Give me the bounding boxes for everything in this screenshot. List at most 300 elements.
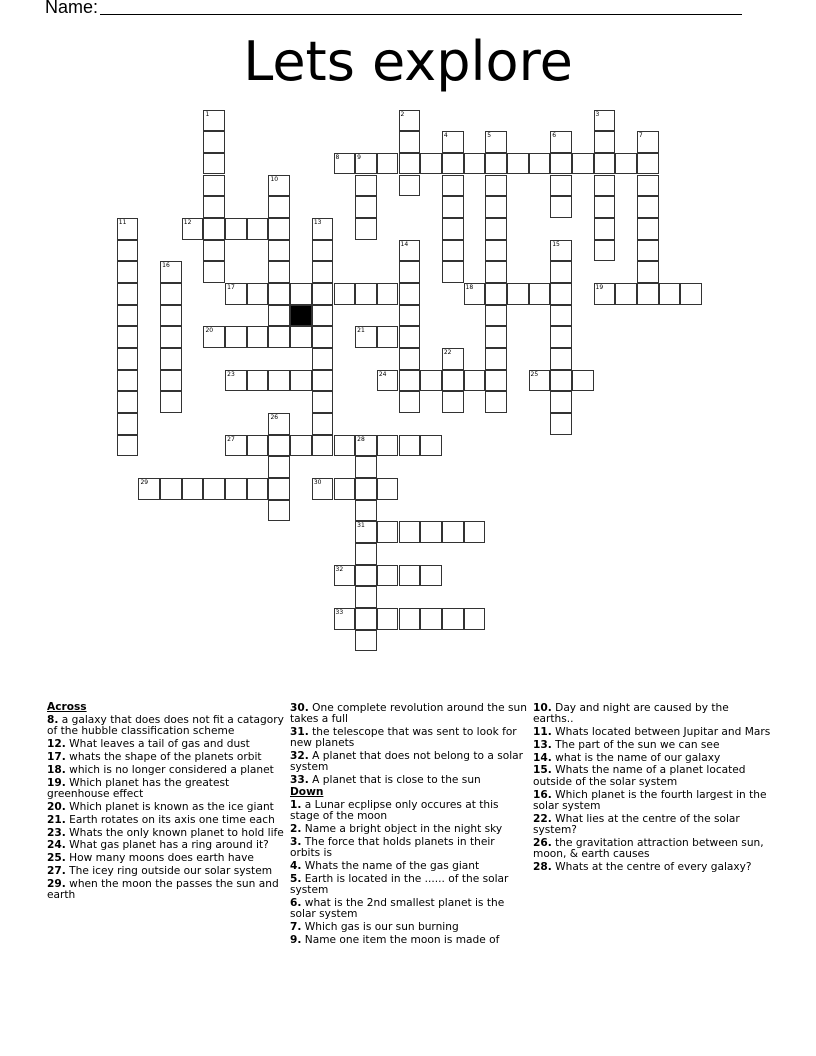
grid-cell[interactable] (377, 521, 399, 543)
grid-cell[interactable] (659, 283, 681, 305)
grid-cell[interactable] (442, 348, 464, 370)
grid-cell[interactable] (182, 478, 204, 500)
grid-cell[interactable] (355, 608, 377, 630)
clue-number: 31. (290, 725, 309, 738)
clue-text: Earth rotates on its axis one time each (69, 813, 275, 826)
clues-column-2 (290, 701, 528, 946)
grid-cell[interactable] (268, 456, 290, 478)
grid-cell[interactable] (355, 565, 377, 587)
cell-number: 29 (140, 478, 149, 486)
grid-cell[interactable] (485, 305, 507, 327)
cell-number: 4 (443, 132, 448, 140)
grid-cell[interactable] (594, 240, 616, 262)
grid-cell[interactable] (268, 240, 290, 262)
grid-cell[interactable] (117, 240, 139, 262)
grid-cell[interactable] (464, 153, 486, 175)
grid-cell[interactable] (268, 175, 290, 197)
grid-cell[interactable] (594, 131, 616, 153)
grid-cell[interactable] (464, 370, 486, 392)
clue-text: which is no longer considered a planet (69, 763, 274, 776)
grid-cell[interactable] (268, 283, 290, 305)
grid-cell[interactable] (550, 240, 572, 262)
grid-cell[interactable] (399, 261, 421, 283)
grid-cell[interactable] (377, 608, 399, 630)
clue-across (47, 840, 285, 851)
clue-down (290, 898, 528, 920)
grid-cell[interactable] (225, 283, 247, 305)
clue-text: Whats the name of a planet located outside of the solar system (533, 764, 746, 788)
clue-number: 26. (533, 836, 552, 849)
grid-cell[interactable] (355, 543, 377, 565)
grid-cell[interactable] (594, 153, 616, 175)
clue-text: The part of the sun we can see (555, 738, 720, 751)
grid-cell[interactable] (637, 283, 659, 305)
grid-cell[interactable] (377, 283, 399, 305)
grid-cell[interactable] (637, 261, 659, 283)
grid-cell[interactable] (117, 283, 139, 305)
clue-text: Which gas is our sun burning (304, 921, 459, 934)
clue-text: How many moons does earth have (69, 852, 254, 865)
grid-cell[interactable] (225, 478, 247, 500)
grid-cell[interactable] (507, 283, 529, 305)
grid-cell[interactable] (485, 218, 507, 240)
cell-number: 30 (313, 478, 322, 486)
grid-cell[interactable] (377, 478, 399, 500)
clue-across (47, 879, 285, 901)
clue-number: 16. (533, 788, 552, 801)
cell-number: 21 (357, 327, 365, 335)
clue-text: A planet that does not belong to a solar system (290, 749, 524, 774)
grid-cell[interactable] (203, 110, 225, 132)
clue-down (290, 837, 528, 859)
grid-cell[interactable] (268, 196, 290, 218)
grid-cell[interactable] (485, 153, 507, 175)
grid-cell[interactable] (420, 565, 442, 587)
grid-cell[interactable] (399, 240, 421, 262)
clue-across (290, 751, 528, 773)
clue-across (47, 853, 285, 864)
grid-cell[interactable] (420, 608, 442, 630)
clue-number: 22. (533, 812, 552, 825)
grid-cell[interactable] (117, 218, 139, 240)
grid-cell[interactable] (637, 131, 659, 153)
clue-down (533, 862, 771, 873)
clue-text: Whats the name of the gas giant (304, 860, 480, 873)
grid-cell[interactable] (485, 326, 507, 348)
grid-cell[interactable] (399, 391, 421, 413)
clue-number: 13. (533, 738, 552, 751)
clue-text: a Lunar ecplipse only occures at this stage of the moon (290, 799, 499, 823)
clue-down (290, 861, 528, 872)
grid-cell[interactable] (355, 175, 377, 197)
grid-cell[interactable] (550, 261, 572, 283)
grid-cell[interactable] (247, 435, 269, 457)
grid-cell[interactable] (355, 218, 377, 240)
grid-cell[interactable] (203, 153, 225, 175)
name-label: Name: (45, 0, 99, 17)
grid-cell[interactable] (420, 521, 442, 543)
grid-cell[interactable] (203, 131, 225, 153)
black-cell (290, 305, 312, 327)
grid-cell[interactable] (442, 153, 464, 175)
clue-across (47, 715, 285, 737)
grid-cell[interactable] (550, 131, 572, 153)
grid-cell[interactable] (268, 261, 290, 283)
grid-cell[interactable] (355, 435, 377, 457)
clue-text: Which planet has the greatest greenhouse effect (47, 776, 230, 800)
grid-cell[interactable] (594, 283, 616, 305)
grid-cell[interactable] (485, 131, 507, 153)
grid-cell[interactable] (203, 261, 225, 283)
grid-cell[interactable] (550, 326, 572, 348)
grid-cell[interactable] (594, 110, 616, 132)
grid-cell[interactable] (442, 240, 464, 262)
grid-cell[interactable] (117, 326, 139, 348)
grid-cell[interactable] (399, 565, 421, 587)
grid-cell[interactable] (420, 153, 442, 175)
clue-number: 6. (290, 897, 302, 910)
grid-cell[interactable] (290, 326, 312, 348)
grid-cell[interactable] (399, 175, 421, 197)
clue-across (290, 727, 528, 749)
grid-cell[interactable] (117, 370, 139, 392)
grid-cell[interactable] (442, 131, 464, 153)
grid-cell[interactable] (420, 370, 442, 392)
grid-cell[interactable] (312, 370, 334, 392)
grid-cell[interactable] (442, 608, 464, 630)
grid-cell[interactable] (312, 413, 334, 435)
grid-cell[interactable] (203, 240, 225, 262)
cell-number: 25 (530, 370, 539, 378)
grid-cell[interactable] (160, 478, 182, 500)
cell-number: 14 (400, 240, 409, 248)
grid-cell[interactable] (507, 153, 529, 175)
grid-cell[interactable] (377, 370, 399, 392)
grid-cell[interactable] (160, 370, 182, 392)
clue-number: 9. (290, 934, 302, 947)
cell-number: 11 (118, 218, 127, 226)
grid-cell[interactable] (442, 521, 464, 543)
grid-cell[interactable] (464, 283, 486, 305)
clue-number: 32. (290, 749, 309, 762)
grid-cell[interactable] (529, 283, 551, 305)
grid-cell[interactable] (312, 218, 334, 240)
clue-across (47, 815, 285, 826)
grid-cell[interactable] (355, 283, 377, 305)
clue-number: 27. (47, 865, 66, 878)
grid-cell[interactable] (355, 196, 377, 218)
grid-cell[interactable] (485, 261, 507, 283)
cell-number: 16 (162, 262, 170, 270)
clue-number: 29. (47, 878, 66, 891)
grid-cell[interactable] (550, 175, 572, 197)
grid-cell[interactable] (377, 326, 399, 348)
clue-text: the telescope that was sent to look for new planets (290, 725, 517, 749)
grid-cell[interactable] (550, 153, 572, 175)
grid-cell[interactable] (550, 370, 572, 392)
cell-number: 27 (227, 435, 235, 443)
clue-down (533, 838, 771, 860)
grid-cell[interactable] (312, 240, 334, 262)
clue-number: 25. (47, 852, 66, 865)
grid-cell[interactable] (529, 370, 551, 392)
grid-cell[interactable] (268, 478, 290, 500)
grid-cell[interactable] (247, 478, 269, 500)
grid-cell[interactable] (160, 391, 182, 413)
clue-down (533, 727, 771, 738)
grid-cell[interactable] (117, 391, 139, 413)
grid-cell[interactable] (312, 261, 334, 283)
cell-number: 15 (552, 240, 560, 248)
clue-text: Which planet is the fourth largest in the solar system (533, 788, 767, 812)
grid-cell[interactable] (637, 240, 659, 262)
clue-across (47, 828, 285, 839)
clue-text: What gas planet has a ring around it? (69, 839, 269, 852)
clue-text: The force that holds planets in their orbits is (290, 836, 495, 860)
clue-number: 12. (47, 737, 66, 750)
grid-cell[interactable] (268, 370, 290, 392)
grid-cell[interactable] (355, 153, 377, 175)
clue-number: 4. (290, 860, 302, 873)
cell-number: 10 (270, 175, 279, 183)
grid-cell[interactable] (203, 218, 225, 240)
clue-down (290, 935, 528, 946)
grid-cell[interactable] (290, 283, 312, 305)
grid-cell[interactable] (312, 305, 334, 327)
grid-cell[interactable] (355, 630, 377, 652)
grid-cell[interactable] (268, 218, 290, 240)
grid-cell[interactable] (334, 435, 356, 457)
grid-cell[interactable] (442, 218, 464, 240)
grid-cell[interactable] (615, 283, 637, 305)
grid-cell[interactable] (312, 478, 334, 500)
clue-text: the gravitation attraction between sun, moon, & earth causes (533, 836, 764, 860)
grid-cell[interactable] (117, 261, 139, 283)
grid-cell[interactable] (399, 110, 421, 132)
grid-cell[interactable] (550, 413, 572, 435)
grid-cell[interactable] (399, 435, 421, 457)
grid-cell[interactable] (268, 500, 290, 522)
grid-cell[interactable] (399, 326, 421, 348)
grid-cell[interactable] (377, 565, 399, 587)
cell-number: 24 (378, 370, 387, 378)
grid-cell[interactable] (594, 175, 616, 197)
grid-cell[interactable] (637, 196, 659, 218)
grid-cell[interactable] (355, 456, 377, 478)
grid-cell[interactable] (312, 326, 334, 348)
grid-cell[interactable] (485, 240, 507, 262)
clue-across (290, 703, 528, 725)
grid-cell[interactable] (160, 261, 182, 283)
grid-cell[interactable] (355, 521, 377, 543)
grid-cell[interactable] (442, 370, 464, 392)
clue-across (47, 739, 285, 750)
grid-cell[interactable] (442, 175, 464, 197)
grid-cell[interactable] (485, 370, 507, 392)
grid-cell[interactable] (203, 196, 225, 218)
clue-number: 11. (533, 725, 552, 738)
grid-cell[interactable] (464, 521, 486, 543)
grid-cell[interactable] (377, 435, 399, 457)
clue-down (533, 740, 771, 751)
grid-cell[interactable] (399, 521, 421, 543)
clue-text: when the moon the passes the sun and earth (47, 878, 279, 902)
clue-text: Whats the only known planet to hold life (69, 826, 284, 839)
down-heading: Down (290, 786, 324, 799)
grid-cell[interactable] (399, 608, 421, 630)
grid-cell[interactable] (312, 283, 334, 305)
grid-cell[interactable] (138, 478, 160, 500)
clue-text: Earth is located in the ...... of the solar system (290, 873, 509, 897)
grid-cell[interactable] (334, 565, 356, 587)
grid-cell[interactable] (290, 435, 312, 457)
grid-cell[interactable] (615, 153, 637, 175)
grid-cell[interactable] (247, 326, 269, 348)
clue-number: 19. (47, 776, 66, 789)
grid-cell[interactable] (160, 348, 182, 370)
grid-cell[interactable] (203, 175, 225, 197)
grid-cell[interactable] (550, 348, 572, 370)
clue-down (533, 814, 771, 836)
clue-number: 33. (290, 773, 309, 786)
clue-down (533, 765, 771, 787)
grid-cell[interactable] (268, 305, 290, 327)
grid-cell[interactable] (637, 153, 659, 175)
clue-across (47, 765, 285, 776)
grid-cell[interactable] (182, 218, 204, 240)
clues-column-1 (47, 701, 285, 902)
grid-cell[interactable] (225, 435, 247, 457)
clue-text: Day and night are caused by the earths.. (533, 701, 729, 725)
grid-cell[interactable] (160, 305, 182, 327)
cell-number: 8 (335, 153, 340, 161)
grid-cell[interactable] (312, 435, 334, 457)
grid-cell[interactable] (442, 261, 464, 283)
grid-cell[interactable] (550, 283, 572, 305)
clues-column-3 (533, 701, 771, 873)
clue-number: 7. (290, 921, 302, 934)
grid-cell[interactable] (399, 131, 421, 153)
grid-cell[interactable] (399, 283, 421, 305)
clue-number: 1. (290, 799, 302, 812)
grid-cell[interactable] (550, 305, 572, 327)
grid-cell[interactable] (442, 391, 464, 413)
grid-cell[interactable] (420, 435, 442, 457)
grid-cell[interactable] (464, 608, 486, 630)
clue-text: what is the 2nd smallest planet is the solar system (290, 897, 505, 921)
clue-text: a galaxy that does does not fit a catagory of the hubble classification scheme (47, 713, 284, 738)
grid-cell[interactable] (312, 348, 334, 370)
grid-cell[interactable] (334, 283, 356, 305)
grid-cell[interactable] (117, 413, 139, 435)
clue-number: 5. (290, 873, 302, 886)
grid-cell[interactable] (117, 305, 139, 327)
grid-cell[interactable] (572, 370, 594, 392)
grid-cell[interactable] (247, 283, 269, 305)
cell-number: 19 (595, 283, 604, 291)
clue-number: 18. (47, 763, 66, 776)
grid-cell[interactable] (290, 370, 312, 392)
grid-cell[interactable] (268, 413, 290, 435)
grid-cell[interactable] (160, 326, 182, 348)
grid-cell[interactable] (377, 153, 399, 175)
grid-cell[interactable] (529, 153, 551, 175)
cell-number: 31 (357, 522, 365, 530)
grid-cell[interactable] (485, 391, 507, 413)
grid-cell[interactable] (594, 196, 616, 218)
grid-cell[interactable] (399, 153, 421, 175)
grid-cell[interactable] (225, 218, 247, 240)
clue-text: Whats located between Jupitar and Mars (555, 725, 771, 738)
clue-text: What lies at the centre of the solar system? (533, 812, 740, 836)
grid-cell[interactable] (268, 326, 290, 348)
cell-number: 9 (357, 153, 361, 161)
grid-cell[interactable] (680, 283, 702, 305)
grid-cell[interactable] (485, 175, 507, 197)
grid-cell[interactable] (485, 283, 507, 305)
grid-cell[interactable] (117, 435, 139, 457)
clue-number: 30. (290, 701, 309, 714)
grid-cell[interactable] (268, 435, 290, 457)
clue-number: 17. (47, 750, 66, 763)
grid-cell[interactable] (399, 348, 421, 370)
grid-cell[interactable] (637, 175, 659, 197)
grid-cell[interactable] (355, 586, 377, 608)
grid-cell[interactable] (399, 305, 421, 327)
clue-down (290, 874, 528, 896)
grid-cell[interactable] (355, 500, 377, 522)
cell-number: 28 (357, 435, 365, 443)
grid-cell[interactable] (550, 196, 572, 218)
grid-cell[interactable] (334, 153, 356, 175)
grid-cell[interactable] (225, 326, 247, 348)
clue-down (290, 922, 528, 933)
cell-number: 7 (638, 132, 643, 140)
grid-cell[interactable] (399, 370, 421, 392)
cell-number: 1 (205, 110, 210, 118)
grid-cell[interactable] (203, 478, 225, 500)
grid-cell[interactable] (442, 196, 464, 218)
cell-number: 32 (335, 565, 344, 573)
clue-down (290, 800, 528, 822)
grid-cell[interactable] (334, 478, 356, 500)
clue-down (290, 824, 528, 835)
grid-cell[interactable] (594, 218, 616, 240)
grid-cell[interactable] (312, 391, 334, 413)
grid-cell[interactable] (225, 370, 247, 392)
cell-number: 2 (400, 110, 405, 118)
grid-cell[interactable] (334, 608, 356, 630)
cell-number: 20 (205, 327, 214, 335)
grid-cell[interactable] (637, 218, 659, 240)
grid-cell[interactable] (247, 370, 269, 392)
clue-number: 21. (47, 813, 66, 826)
grid-cell[interactable] (485, 348, 507, 370)
grid-cell[interactable] (572, 153, 594, 175)
grid-cell[interactable] (117, 348, 139, 370)
clue-text: what is the name of our galaxy (555, 751, 721, 764)
grid-cell[interactable] (355, 478, 377, 500)
grid-cell[interactable] (203, 326, 225, 348)
grid-cell[interactable] (160, 283, 182, 305)
grid-cell[interactable] (355, 326, 377, 348)
cell-number: 17 (227, 283, 235, 291)
grid-cell[interactable] (485, 196, 507, 218)
grid-cell[interactable] (550, 391, 572, 413)
clue-text: Whats at the centre of every galaxy? (555, 860, 752, 873)
clue-text: The icey ring outside our solar system (69, 865, 273, 878)
grid-cell[interactable] (247, 218, 269, 240)
